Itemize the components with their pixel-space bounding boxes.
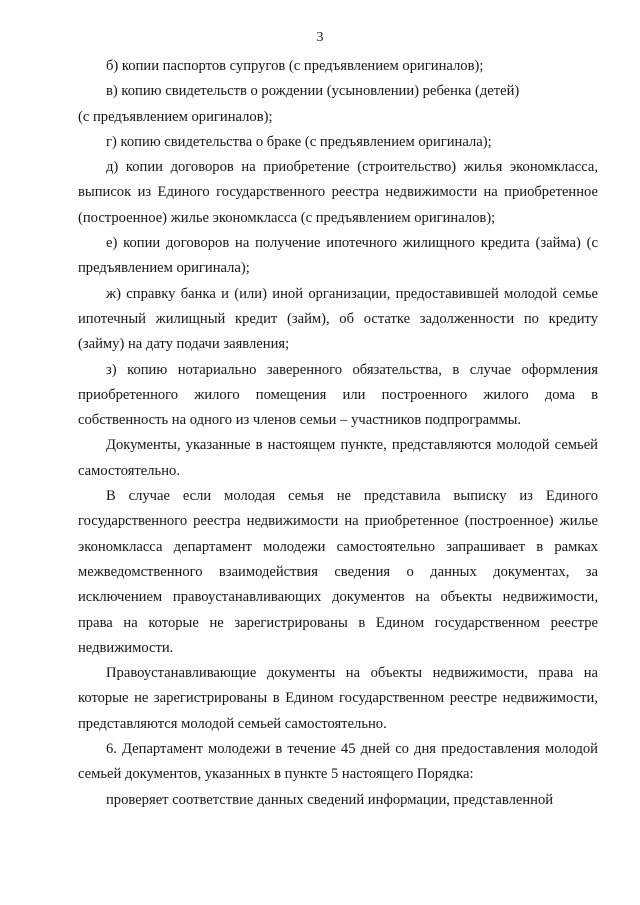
paragraph-z-notarized-obligation: з) копию нотариально заверенного обязательства, в случае оформления приобретенного жилого помещения или построенного жилого дома в собственность на одного из членов семьи – участников подпрограммы. xyxy=(78,361,598,429)
paragraph-documents-self-provided: Документы, указанные в настоящем пункте, представляются молодой семьей самостоятельно. xyxy=(78,437,598,479)
paragraph-6-department-review: 6. Департамент молодежи в течение 45 дней со дня предоставления молодой семьей документов, указанных в пункте 5 настоящего Порядка: xyxy=(78,741,598,783)
paragraph-g-marriage-certificate: г) копию свидетельства о браке (с предъявлением оригинала); xyxy=(106,133,492,150)
paragraph-zh-bank-statement: ж) справку банка и (или) иной организации, предоставившей молодой семье ипотечный жилищный кредит (займ), об остатке задолженности по кредиту (займу) на дату подачи заявления; xyxy=(78,285,598,353)
document-body xyxy=(78,54,598,813)
paragraph-registry-extract-request: В случае если молодая семья не представила выписку из Единого государственного реестра недвижимости на приобретенное (построенное) жилье экономкласса департамент молодежи самостоятельно запрашивает в рамках межведомственного взаимодействия сведения о данных документах, за исключением правоустанавливающих документов на объекты недвижимости, права на которые не зарегистрированы в Едином государственном реестре недвижимости. xyxy=(78,488,598,656)
paragraph-v-birth-certificates: в) копию свидетельств о рождении (усыновлении) ребенка (детей) xyxy=(106,83,520,100)
paragraph-checks-compliance: проверяет соответствие данных сведений информации, представленной xyxy=(106,791,554,808)
page-number: 3 xyxy=(316,30,324,45)
paragraph-e-mortgage-contracts: е) копии договоров на получение ипотечного жилищного кредита (займа) (с предъявлением оригинала); xyxy=(78,235,598,277)
paragraph-title-documents: Правоустанавливающие документы на объекты недвижимости, права на которые не зарегистрированы в Едином государственном реестре недвижимости, представляются молодой семьей самостоятельно. xyxy=(78,665,598,732)
paragraph-b-passports: б) копии паспортов супругов (с предъявлением оригиналов); xyxy=(106,58,484,74)
paragraph-d-housing-contracts: д) копии договоров на приобретение (строительство) жилья экономкласса, выписок из Единого государственного реестра недвижимости на приобретенное (построенное) жилье экономкласса (с предъявлением оригиналов); xyxy=(78,159,598,226)
paragraph-v-continuation: (с предъявлением оригиналов); xyxy=(78,108,273,125)
